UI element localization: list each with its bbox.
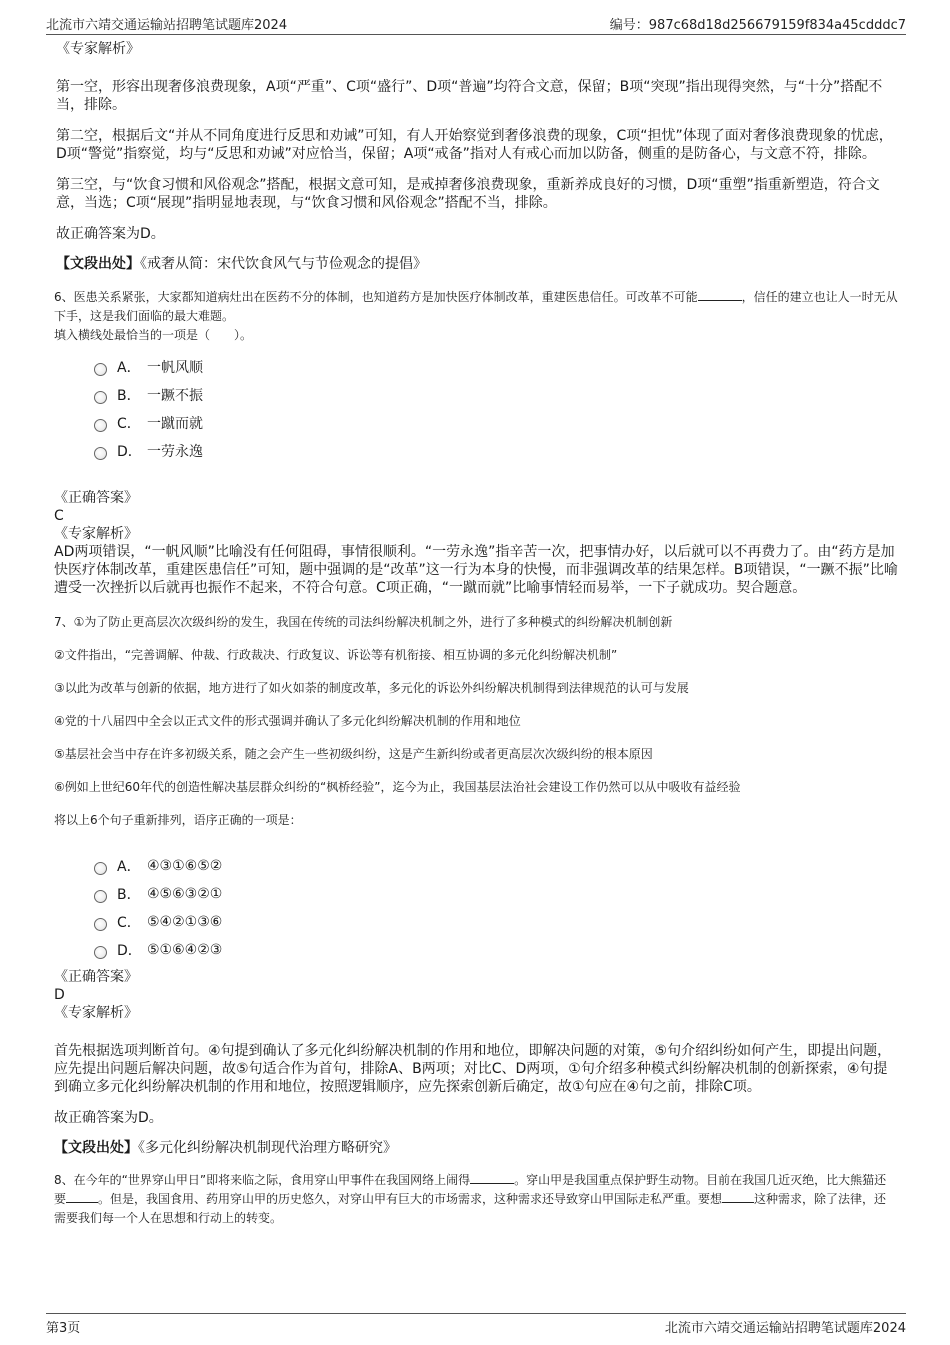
q7-answer: D bbox=[54, 987, 65, 1003]
q7-sentence-6: ⑥例如上世纪60年代的创造性解决基层群众纠纷的“枫桥经验”，迄今为止，我国基层法治社会建设工作仍然可以从中吸收有益经验 bbox=[54, 780, 741, 794]
radio-icon[interactable] bbox=[94, 862, 107, 875]
q7-sentence-2: ②文件指出，“完善调解、仲裁、行政裁决、行政复议、诉讼等有机衔接、相互协调的多元化纠纷解决机制” bbox=[54, 648, 618, 662]
q7-sentence-3: ③以此为改革与创新的依据，地方进行了如火如荼的制度改革，多元化的诉讼外纠纷解决机制得到法律规范的认可与发展 bbox=[54, 681, 689, 695]
source-title: 《戒奢从简：宋代饮食风气与节俭观念的提倡》 bbox=[140, 256, 427, 272]
fill-blank bbox=[722, 1190, 754, 1203]
radio-icon[interactable] bbox=[94, 447, 107, 460]
fill-blank bbox=[698, 288, 742, 301]
header-title: 北流市六靖交通运输站招聘笔试题库2024 bbox=[46, 18, 288, 33]
page-header bbox=[46, 12, 906, 35]
radio-icon[interactable] bbox=[94, 419, 107, 432]
q7-conclusion: 故正确答案为D。 bbox=[54, 1110, 163, 1126]
q7-prompt: 将以上6个句子重新排列，语序正确的一项是： bbox=[54, 813, 302, 827]
q7-analysis: 首先根据选项判断首句。④句提到确认了多元化纠纷解决机制的作用和地位，即解决问题的对策，⑤句介绍纠纷如何产生，即提出问题，应先提出问题后解决问题，故⑤句适合作为首句，排除A、B两项；对比C、D两项，①句介绍多种模式纠纷解决机制的创新探索，④句提到确立多元化纠纷解决机制的作用和地位，按照逻辑顺序，应先探索创新后确定，故①句应在④句之前，排除C项。 bbox=[54, 1043, 892, 1095]
page-number: 第3页 bbox=[46, 1321, 81, 1336]
option-c[interactable]: C． 一蹴而就 bbox=[94, 409, 898, 437]
q7-answer-label: 《正确答案》 bbox=[54, 969, 138, 985]
q6-stem: 6、医患关系紧张，大家都知道病灶出在医药不分的体制，也知道药方是加快医疗体制改革，重建医患信任。可改革不可能 ，信任的建立也让人一时无从下手，这是我们面临的最大难题。 bbox=[54, 290, 898, 323]
q5-analysis-para3: 第三空，与“饮食习惯和风俗观念”搭配，根据文意可知，是戒掉奢侈浪费现象，重新养成良好的习惯，D项“重塑”指重新塑造，符合文意，当选；C项“展现”指明显地表现，与“饮食习惯和风俗观念”搭配不当，排除。 bbox=[56, 177, 880, 211]
q7-options bbox=[94, 852, 898, 964]
q5-analysis-para1: 第一空，形容出现奢侈浪费现象，A项“严重”、C项“盛行”、D项“普遍”均符合文意，保留；B项“突现”指出现得突然，与“十分”搭配不当，排除。 bbox=[56, 79, 883, 113]
q6-options bbox=[94, 353, 898, 465]
q7-sentence-1: 7、①为了防止更高层次次级纠纷的发生，我国在传统的司法纠纷解决机制之外，进行了多种模式的纠纷解决机制创新 bbox=[54, 615, 673, 629]
footer-title: 北流市六靖交通运输站招聘笔试题库2024 bbox=[664, 1321, 906, 1336]
q6-prompt: 填入横线处最恰当的一项是（ ）。 bbox=[54, 328, 253, 342]
source-title: 《多元化纠纷解决机制现代治理方略研究》 bbox=[138, 1140, 397, 1156]
q7-source bbox=[54, 1139, 898, 1157]
page-content bbox=[56, 40, 898, 1228]
question-8 bbox=[54, 1171, 898, 1228]
option-b[interactable]: B． 一蹶不振 bbox=[94, 381, 898, 409]
document-id: 编号：987c68d18d256679159f834a45cdddc7 bbox=[609, 18, 906, 33]
q6-answer-label: 《正确答案》 bbox=[54, 490, 138, 506]
q6-answer: C bbox=[54, 508, 64, 524]
source-tag: 【文段出处】 bbox=[54, 1140, 138, 1156]
option-b[interactable]: B． ④⑤⑥③②① bbox=[94, 880, 898, 908]
q5-analysis-para2: 第二空，根据后文“并从不同角度进行反思和劝诫”可知，有人开始察觉到奢侈浪费的现象，C项“担忧”体现了面对奢侈浪费现象的忧虑，D项“警觉”指察觉，均与“反思和劝诫”对应恰当，保留；A项“戒备”指对人有戒心而加以防备，侧重的是防备心，与文意不符，排除。 bbox=[56, 128, 893, 162]
fill-blank bbox=[470, 1171, 514, 1184]
q6-analysis: AD两项错误，“一帆风顺”比喻没有任何阻碍，事情很顺利。“一劳永逸”指辛苦一次，把事情办好，以后就可以不再费力了。由“药方是加快医疗体制改革，重建医患信任”可知，题中强调的是“改革”这一行为本身的快慢，而非强调改革的结果怎样。B项错误，“一蹶不振”比喻遭受一次挫折以后就再也振作不起来，不符合句意。C项正确，“一蹴而就”比喻事情轻而易举，一下子就成功。契合题意。 bbox=[54, 544, 898, 596]
option-a[interactable]: A． ④③①⑥⑤② bbox=[94, 852, 898, 880]
q7-sentence-4: ④党的十八届四中全会以正式文件的形式强调并确认了多元化纠纷解决机制的作用和地位 bbox=[54, 714, 521, 728]
radio-icon[interactable] bbox=[94, 391, 107, 404]
option-c[interactable]: C． ⑤④②①③⑥ bbox=[94, 908, 898, 936]
option-d[interactable]: D． 一劳永逸 bbox=[94, 437, 898, 465]
q6-analysis-label: 《专家解析》 bbox=[54, 526, 138, 542]
q7-sentence-5: ⑤基层社会当中存在许多初级关系，随之会产生一些初级纠纷，这是产生新纠纷或者更高层次次级纠纷的根本原因 bbox=[54, 747, 653, 761]
fill-blank bbox=[66, 1190, 98, 1203]
radio-icon[interactable] bbox=[94, 918, 107, 931]
question-7 bbox=[54, 613, 898, 1157]
q5-analysis-label: 《专家解析》 bbox=[56, 41, 140, 57]
radio-icon[interactable] bbox=[94, 946, 107, 959]
q5-source bbox=[56, 255, 898, 273]
question-6 bbox=[54, 288, 898, 597]
q7-analysis-label: 《专家解析》 bbox=[54, 1005, 138, 1021]
page-footer bbox=[46, 1313, 906, 1336]
q8-stem: 8、在今年的“世界穿山甲日”即将来临之际，食用穿山甲事件在我国网络上闹得 。穿山甲是我国重点保护野生动物。目前在我国几近灭绝，比大熊猫还要 。但是，我国食用、药用穿山甲的历史悠久，对穿山甲有巨大的市场需求，这种需求还导致穿山甲国际走私严重。要想 这种需求，除了法律，还需要我们每一个人在思想和行动上的转变。 bbox=[54, 1173, 887, 1225]
option-d[interactable]: D． ⑤①⑥④②③ bbox=[94, 936, 898, 964]
q5-conclusion: 故正确答案为D。 bbox=[56, 226, 165, 242]
option-a[interactable]: A． 一帆风顺 bbox=[94, 353, 898, 381]
source-tag: 【文段出处】 bbox=[56, 256, 140, 272]
radio-icon[interactable] bbox=[94, 890, 107, 903]
radio-icon[interactable] bbox=[94, 363, 107, 376]
